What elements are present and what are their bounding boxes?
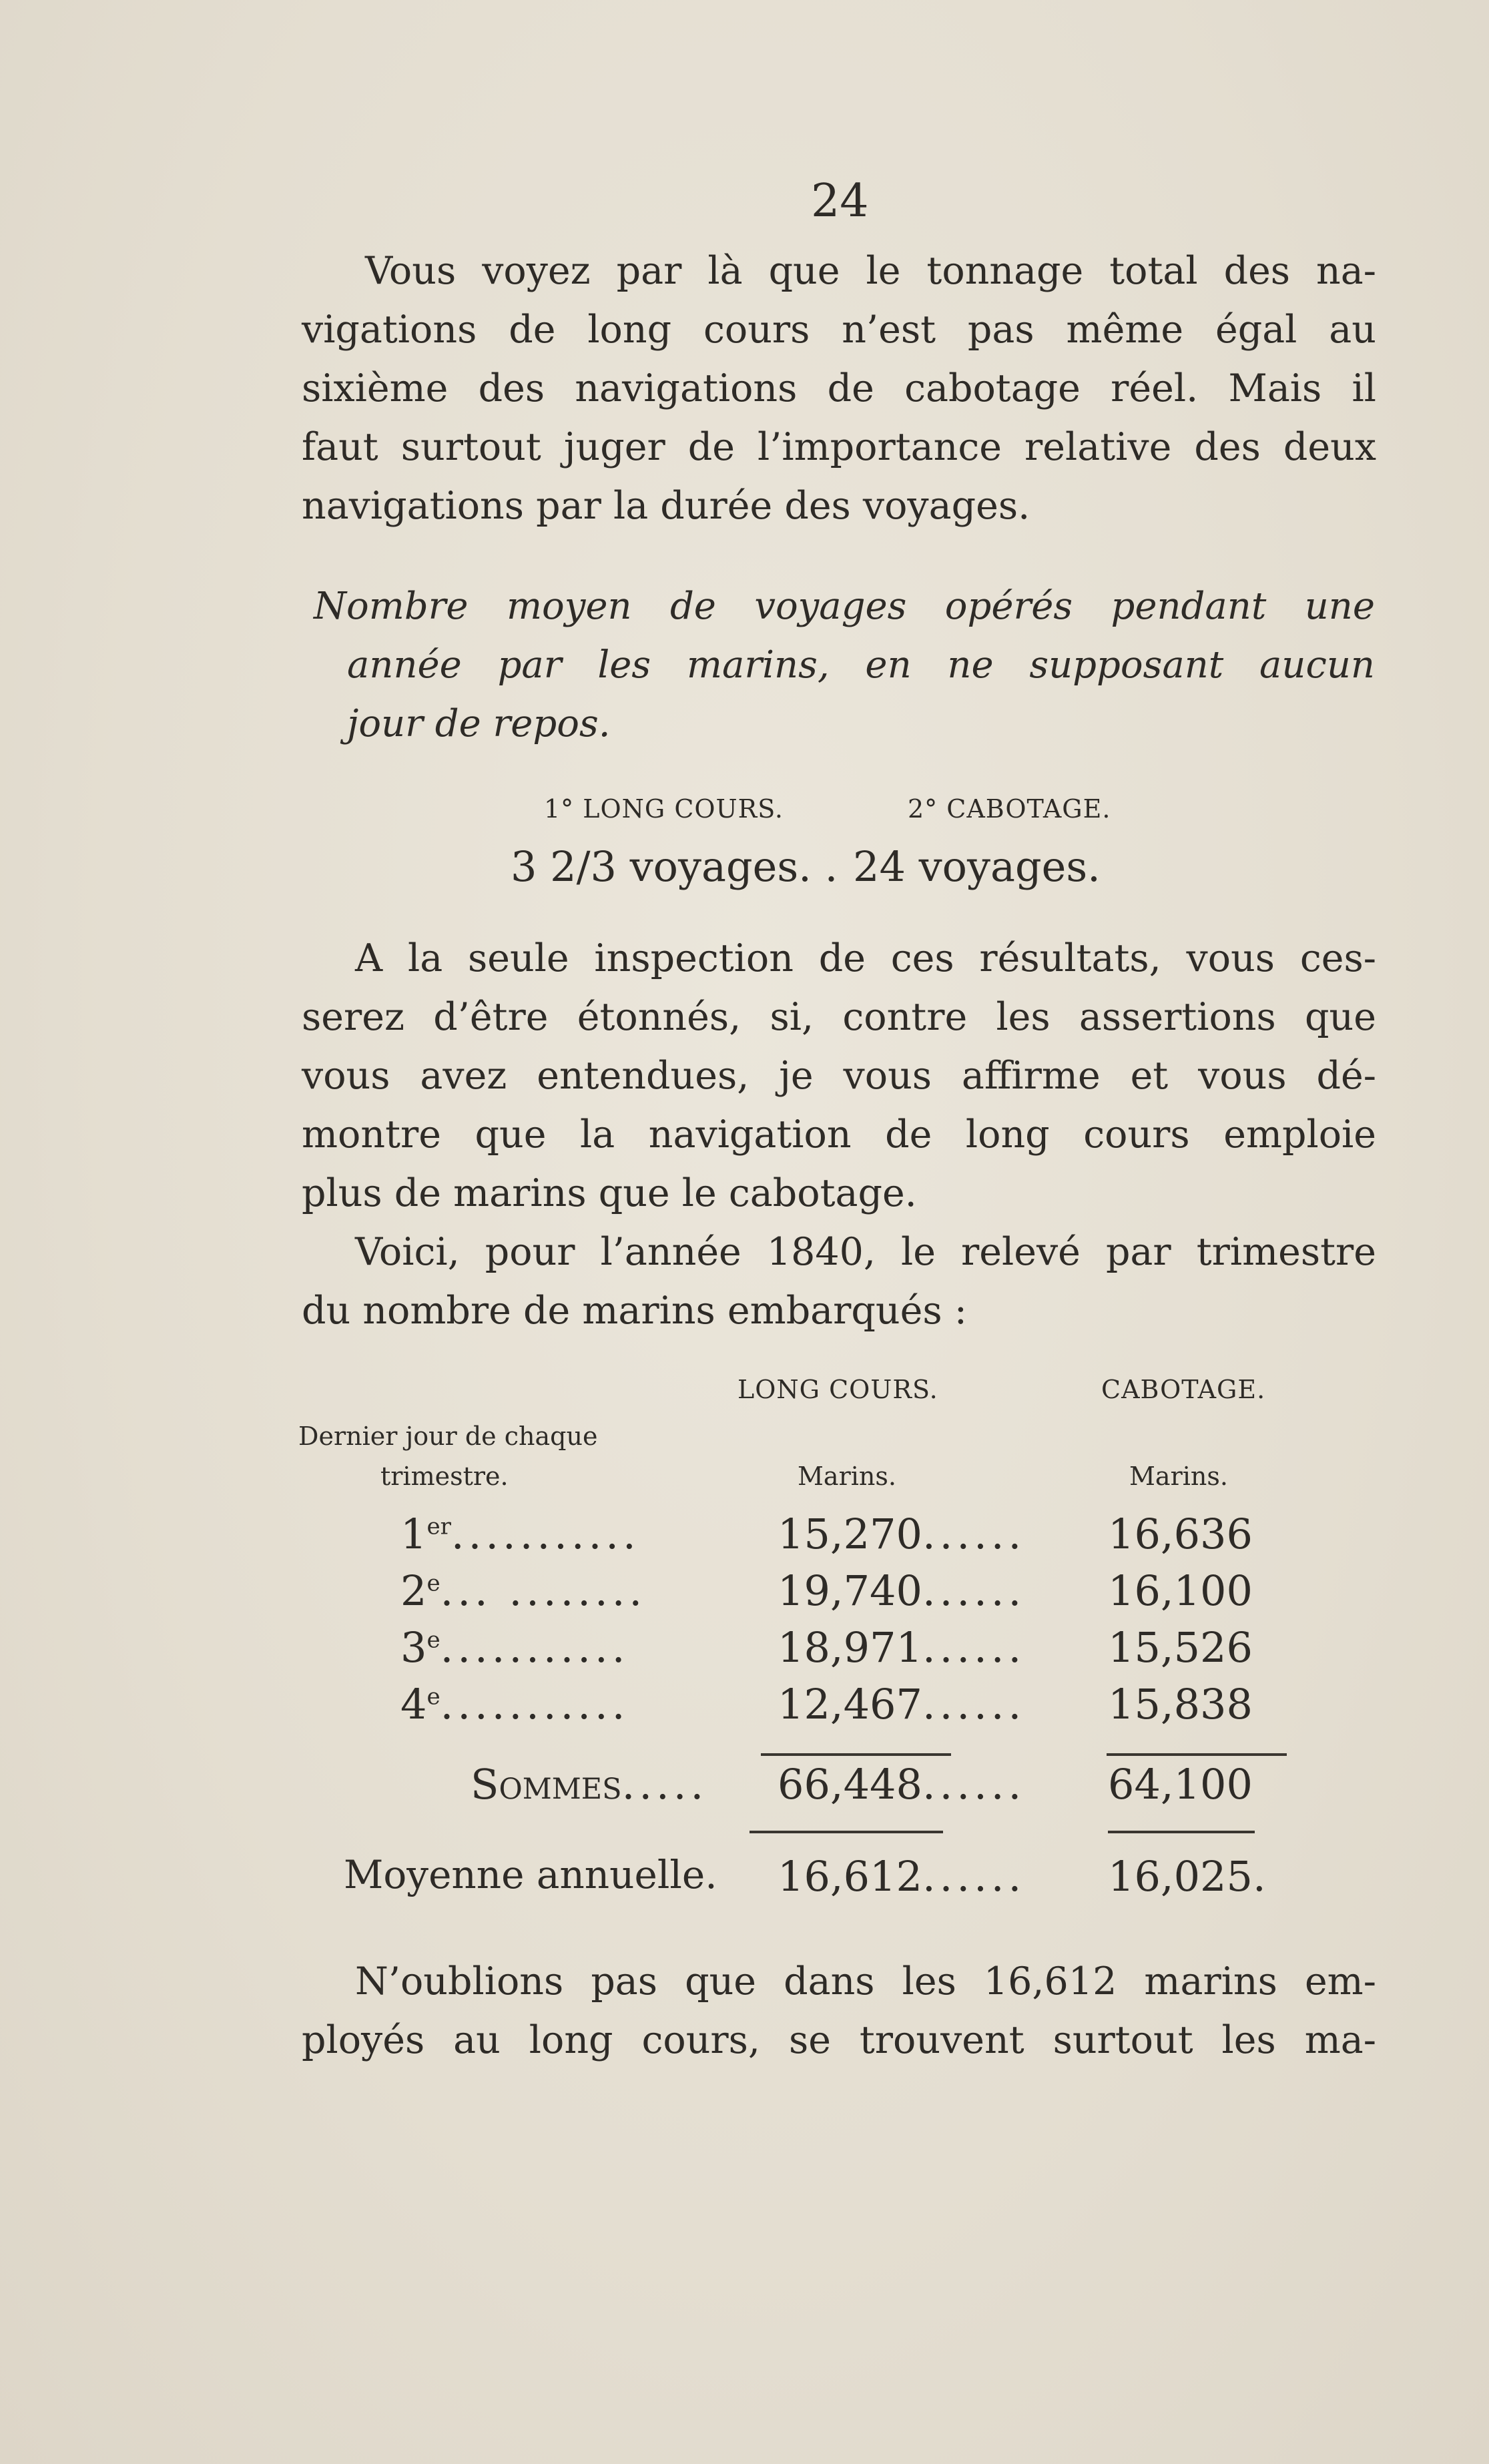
leader-dots: ........... — [451, 1510, 640, 1558]
sum-long-value: 66,448 — [778, 1760, 922, 1809]
paragraph-1 — [302, 242, 1376, 535]
table-row — [400, 1680, 629, 1729]
long-value: 15,270 — [778, 1510, 922, 1558]
table-row — [400, 1510, 640, 1558]
table-row-label-header: trimestre. — [380, 1462, 509, 1491]
quarter-label: 2e — [400, 1566, 440, 1615]
heading-line: jour de repos. — [347, 702, 611, 745]
table-header-cabotage: CABOTAGE. — [1101, 1375, 1266, 1404]
leader-dots: ...... — [922, 1623, 1026, 1672]
italic-heading — [314, 577, 1375, 753]
leader-dots: ...... — [922, 1566, 1026, 1615]
quarter-label: 3e — [400, 1623, 440, 1672]
leader-dots: ... ........ — [440, 1566, 647, 1615]
table-row — [400, 1623, 629, 1672]
paragraph-4 — [302, 1952, 1376, 2070]
text-line: ployés au long cours, se trouvent surtout les ma- — [302, 2018, 1376, 2062]
table-header-long: LONG COURS. — [737, 1375, 938, 1404]
table-unit-cabotage: Marins. — [1129, 1462, 1228, 1491]
sum-row — [778, 1760, 1025, 1809]
cabotage-value: 16,100 — [1108, 1566, 1253, 1615]
table-row — [778, 1566, 1025, 1615]
table-row — [778, 1623, 1025, 1672]
text-line: sixième des navigations de cabotage réel. Mais il — [302, 366, 1376, 410]
table-unit-long: Marins. — [798, 1462, 896, 1491]
leader-dots: ........... — [440, 1680, 629, 1729]
table-row — [778, 1680, 1025, 1729]
page-number: 24 — [811, 175, 869, 228]
average-row — [344, 1852, 717, 1897]
heading-line: année par les marins, en ne supposant aucun — [347, 643, 1375, 687]
cabotage-value: 15,838 — [1108, 1680, 1253, 1729]
text-line: vous avez entendues, je vous affirme et vous dé- — [302, 1054, 1376, 1098]
average-row — [778, 1852, 1025, 1901]
leader-dots: ...... — [922, 1760, 1026, 1809]
long-value: 12,467 — [778, 1680, 922, 1729]
table-row-label-header: Dernier jour de chaque — [298, 1422, 598, 1451]
sum-rule-long — [761, 1753, 951, 1756]
heading-line: Nombre moyen de voyages opérés pendant une — [314, 585, 1375, 628]
avg-rule-long — [750, 1831, 943, 1833]
voyages-header-cabotage: 2° CABOTAGE. — [908, 794, 1111, 824]
text-line: navigations par la durée des voyages. — [302, 484, 1030, 528]
average-separator: . — [705, 1852, 717, 1897]
text-line: vigations de long cours n’est pas même égal au — [302, 308, 1376, 352]
text-line: Voici, pour l’année 1840, le relevé par trimestre — [355, 1230, 1376, 1274]
leader-dots: ...... — [922, 1680, 1026, 1729]
leader-dots: ...... — [922, 1510, 1026, 1558]
sum-label: Sommes — [471, 1760, 622, 1809]
quarter-label: 1er — [400, 1510, 451, 1558]
text-line: Vous voyez par là que le tonnage total des na- — [365, 249, 1376, 293]
long-value: 18,971 — [778, 1623, 922, 1672]
text-line: serez d’être étonnés, si, contre les assertions que — [302, 995, 1376, 1039]
table-row — [400, 1566, 646, 1615]
leader-dots: ........... — [440, 1623, 629, 1672]
avg-rule-cabotage — [1108, 1831, 1255, 1833]
paragraph-2 — [302, 929, 1376, 1223]
voyages-header-long: 1° LONG COURS. — [544, 794, 784, 824]
leader-dots: ...... — [922, 1852, 1026, 1901]
sum-row — [471, 1760, 707, 1809]
text-line: A la seule inspection de ces résultats, vous ces- — [355, 936, 1376, 980]
voyages-value-long: 3 2/3 voyages. . — [511, 842, 838, 891]
cabotage-value: 15,526 — [1108, 1623, 1253, 1672]
sum-cabotage-value: 64,100 — [1108, 1760, 1253, 1809]
cabotage-value: 16,636 — [1108, 1510, 1253, 1558]
text-line: faut surtout juger de l’importance relative des deux — [302, 425, 1376, 469]
table-row — [778, 1510, 1025, 1558]
long-value: 19,740 — [778, 1566, 922, 1615]
leader-dots: ..... — [621, 1760, 708, 1809]
voyages-value-cabotage: 24 voyages. — [853, 842, 1101, 891]
average-label: Moyenne annuelle — [344, 1852, 705, 1897]
quarter-label: 4e — [400, 1680, 440, 1729]
text-line: du nombre de marins embarqués : — [302, 1289, 967, 1333]
text-line: N’oublions pas que dans les 16,612 marins em- — [355, 1959, 1376, 2004]
text-line: montre que la navigation de long cours emploie — [302, 1113, 1376, 1157]
sum-rule-cabotage — [1107, 1753, 1287, 1756]
text-line: plus de marins que le cabotage. — [302, 1171, 917, 1215]
average-long-value: 16,612 — [778, 1852, 922, 1901]
average-cabotage-value: 16,025. — [1108, 1852, 1266, 1901]
paragraph-3 — [302, 1223, 1376, 1340]
